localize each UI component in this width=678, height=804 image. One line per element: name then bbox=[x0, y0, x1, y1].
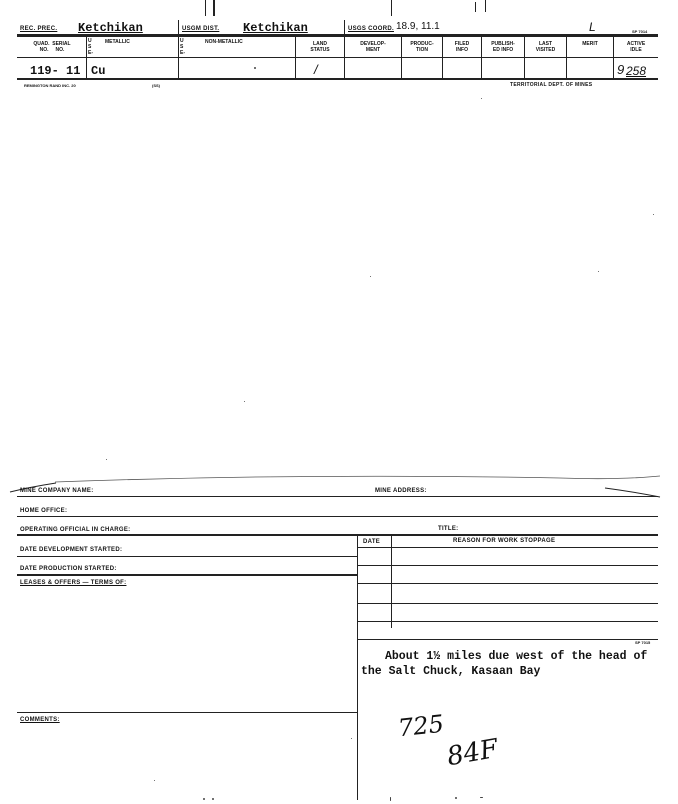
usgm-dist-value: Ketchikan bbox=[243, 21, 308, 35]
leases-label: LEASES & OFFERS — TERMS OF: bbox=[20, 580, 127, 586]
mine-company-name-label: MINE COMPANY NAME: bbox=[20, 488, 94, 494]
header-metallic: METALLIC bbox=[105, 39, 130, 45]
rule bbox=[17, 516, 658, 517]
speck bbox=[244, 401, 245, 402]
col-line bbox=[178, 37, 179, 79]
col-line bbox=[401, 37, 402, 79]
rule bbox=[357, 583, 658, 584]
handwritten-number-2: 84F bbox=[444, 733, 501, 773]
rule bbox=[17, 534, 658, 536]
header-production: PRODUC- TION bbox=[410, 41, 434, 53]
table-divider bbox=[357, 536, 358, 800]
header-development: DEVELOP- MENT bbox=[360, 41, 386, 53]
header-quad-serial: QUAD. SERIAL NO. NO. bbox=[33, 41, 71, 53]
title-label: TITLE: bbox=[438, 526, 459, 532]
scan-mark bbox=[205, 0, 206, 16]
speck bbox=[481, 98, 482, 99]
header-active-idle: ACTIVE IDLE bbox=[626, 41, 646, 53]
col-line bbox=[344, 37, 345, 79]
usgm-dist-label: USGM DIST. bbox=[182, 26, 220, 32]
speck bbox=[653, 214, 654, 215]
rule bbox=[17, 556, 357, 557]
rule bbox=[357, 639, 658, 640]
header-rule bbox=[17, 36, 658, 37]
date-column-header: DATE bbox=[363, 539, 381, 545]
speck bbox=[212, 798, 214, 800]
printer-credit: REMINGTON RAND INC. 20 bbox=[24, 83, 76, 88]
scan-mark bbox=[475, 2, 476, 12]
rule bbox=[357, 565, 658, 566]
printer-code: (SS) bbox=[152, 83, 160, 88]
col-line bbox=[566, 37, 567, 79]
operating-official-label: OPERATING OFFICIAL IN CHARGE: bbox=[20, 527, 131, 533]
department-name: TERRITORIAL DEPT. OF MINES bbox=[510, 82, 593, 88]
right-mark: 9 bbox=[617, 62, 625, 77]
quad-serial-value: 119- 11 bbox=[30, 64, 81, 78]
right-number: 258 bbox=[626, 64, 647, 78]
col-line bbox=[481, 37, 482, 79]
usgs-coord-value: 18.9, 11.1 bbox=[396, 21, 440, 32]
form-number: SP 7014 bbox=[632, 29, 648, 34]
speck bbox=[370, 276, 371, 277]
speck bbox=[106, 459, 107, 460]
land-status-value: / bbox=[314, 62, 318, 77]
location-line-1: About 1½ miles due west of the head of bbox=[385, 650, 648, 663]
usgs-coord-label: USGS COORD. bbox=[348, 26, 394, 32]
speck bbox=[351, 738, 352, 739]
col-line bbox=[442, 37, 443, 79]
home-office-label: HOME OFFICE: bbox=[20, 508, 68, 514]
header-metallic-use: U S E- bbox=[88, 38, 93, 56]
comments-label: COMMENTS: bbox=[20, 717, 60, 723]
speck bbox=[455, 797, 457, 799]
rec-prec-value: Ketchikan bbox=[78, 21, 143, 35]
reason-column-header: REASON FOR WORK STOPPAGE bbox=[453, 538, 556, 544]
col-line bbox=[86, 37, 87, 79]
header-nonmetallic-use: U S E- bbox=[180, 38, 185, 56]
speck bbox=[390, 797, 391, 801]
speck bbox=[154, 780, 155, 781]
col-line bbox=[613, 37, 614, 79]
header-last-visited: LAST VISITED bbox=[535, 41, 556, 53]
rec-prec-label: REC. PREC. bbox=[20, 26, 58, 32]
header-merit: MERIT bbox=[582, 41, 598, 47]
speck bbox=[254, 67, 256, 69]
commodity-value: Cu bbox=[91, 64, 106, 78]
rule bbox=[357, 603, 658, 604]
speck bbox=[203, 798, 205, 800]
handwritten-number-1: 725 bbox=[396, 709, 446, 743]
rule bbox=[17, 712, 357, 713]
location-line-2: the Salt Chuck, Kasaan Bay bbox=[361, 665, 541, 678]
rule bbox=[357, 547, 658, 548]
date-column-line bbox=[391, 536, 392, 628]
date-development-label: DATE DEVELOPMENT STARTED: bbox=[20, 547, 123, 553]
scan-mark bbox=[213, 0, 215, 16]
corner-mark: L bbox=[589, 20, 596, 34]
row-bottom-rule bbox=[17, 78, 658, 80]
col-line bbox=[295, 37, 296, 79]
speck bbox=[480, 797, 483, 798]
header-nonmetallic: NON-METALLIC bbox=[205, 39, 243, 45]
rule bbox=[17, 574, 357, 576]
rule bbox=[17, 496, 658, 497]
divider bbox=[344, 20, 345, 36]
mine-address-label: MINE ADDRESS: bbox=[375, 488, 427, 494]
scan-mark bbox=[391, 0, 392, 16]
header-filed-info: FILED INFO bbox=[454, 41, 470, 53]
divider bbox=[178, 20, 179, 36]
speck bbox=[598, 271, 599, 272]
header-published-info: PUBLISH- ED INFO bbox=[491, 41, 515, 53]
scan-mark bbox=[485, 0, 486, 12]
form-number-bottom: SP 7015 bbox=[635, 640, 651, 645]
date-production-label: DATE PRODUCTION STARTED: bbox=[20, 566, 117, 572]
header-bottom-rule bbox=[17, 57, 658, 58]
header-land-status: LAND STATUS bbox=[310, 41, 330, 53]
rule bbox=[357, 621, 658, 622]
col-line bbox=[524, 37, 525, 79]
